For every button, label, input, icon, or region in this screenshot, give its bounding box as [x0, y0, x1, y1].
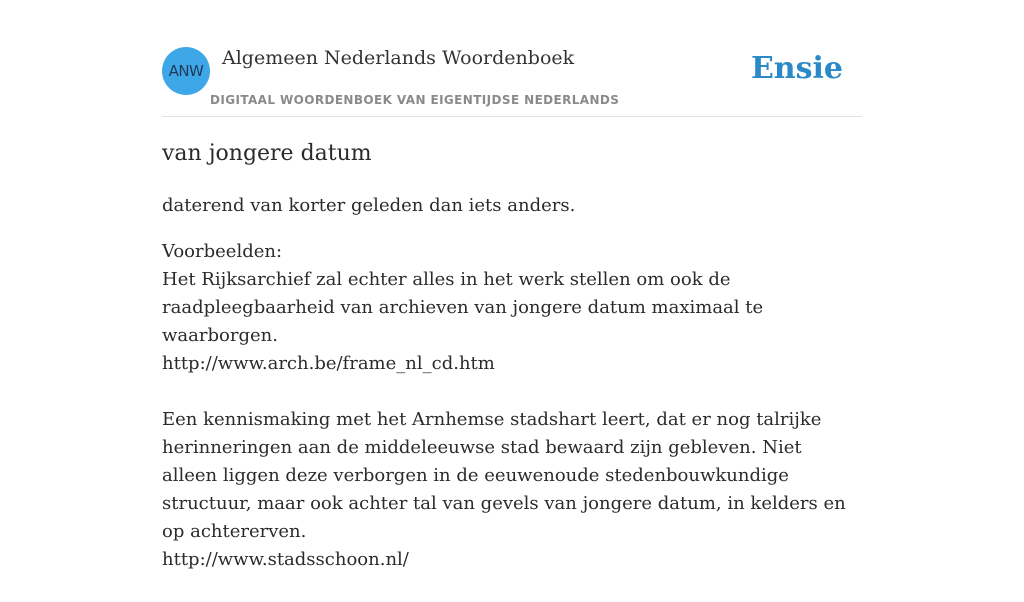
ensie-brand-logo[interactable]: Ensie: [750, 51, 843, 86]
entry-term: van jongere datum: [162, 141, 372, 166]
site-header: [162, 46, 862, 117]
entry-content: [162, 138, 862, 602]
entry-definition: daterend van korter geleden dan iets anders.: [162, 195, 576, 216]
examples-heading: Voorbeelden:: [162, 241, 283, 262]
site-title[interactable]: Algemeen Nederlands Woordenboek: [222, 47, 575, 69]
anw-logo[interactable]: ANW: [162, 47, 210, 95]
example-text: Een kennismaking met het Arnhemse stadshart leert, dat er nog talrijke herinneringen aan de middeleeuwse stad bewaard zijn gebleven. Niet alleen liggen deze verborgen in de eeuwenoude stedenbouwkundige structuur, maar ook achter tal van gevels van jongere datum, in kelders en op achtererven.: [162, 409, 846, 542]
site-subtitle: DIGITAAL WOORDENBOEK VAN EIGENTIJDSE NEDERLANDS: [210, 93, 620, 107]
example-text: Het Rijksarchief zal echter alles in het werk stellen om ook de raadpleegbaarheid van archieven van jongere datum maximaal te waarborgen.: [162, 269, 764, 346]
example-source: http://www.arch.be/frame_nl_cd.htm: [162, 353, 495, 374]
example-source: http://www.stadsschoon.nl/: [162, 549, 409, 570]
examples-section: [162, 238, 862, 574]
